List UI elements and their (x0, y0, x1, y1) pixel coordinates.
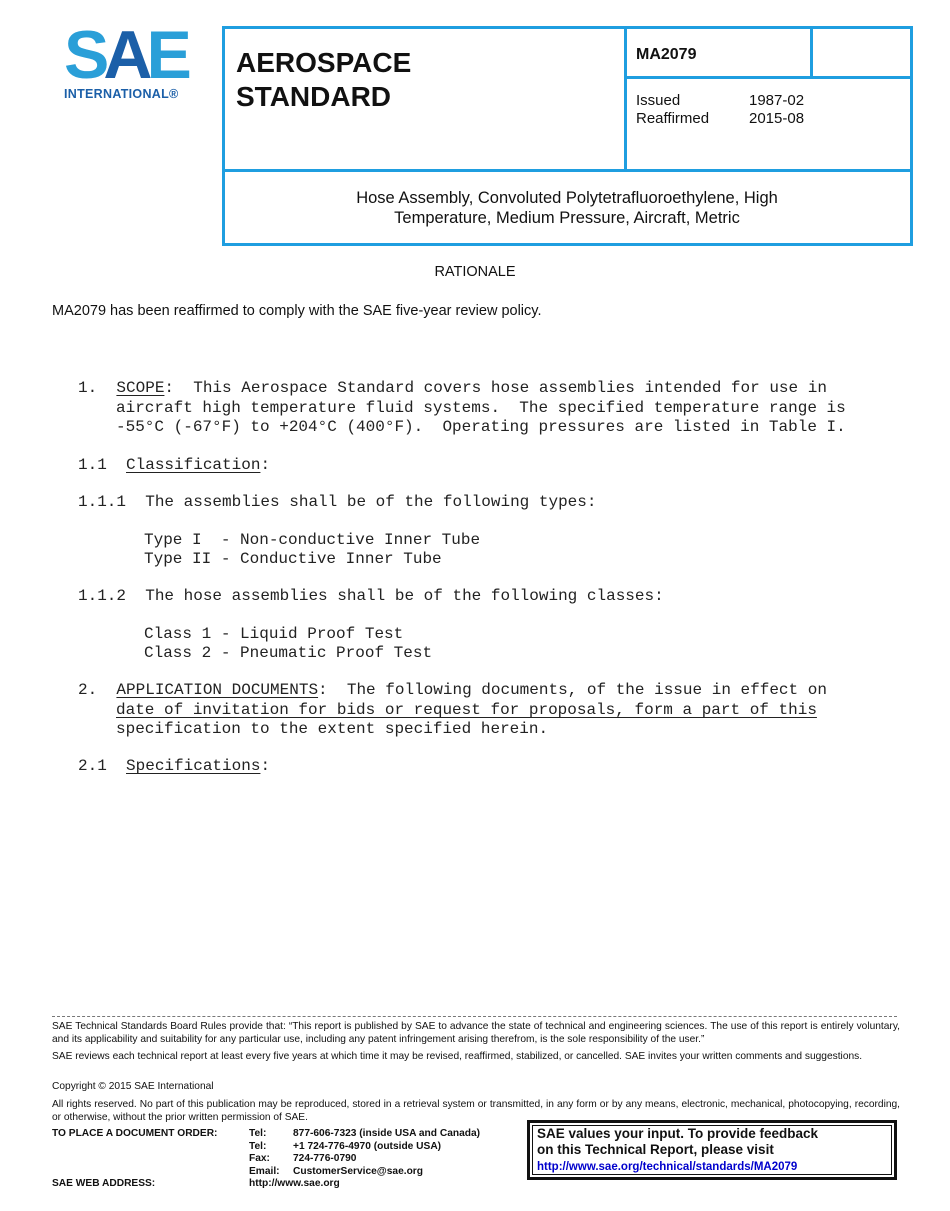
section-2-line: date of invitation for bids or request for proposals, form a part of this (116, 701, 817, 719)
divider (222, 169, 913, 172)
sae-logo: SAE INTERNATIONAL® (64, 17, 186, 101)
order-label: TO PLACE A DOCUMENT ORDER: (52, 1128, 218, 1139)
section-2-application-documents: 2. APPLICATION DOCUMENTS: The following documents, of the issue in effect on (78, 681, 827, 699)
document-type-title: AEROSPACE STANDARD (236, 47, 412, 112)
section-1-scope: 1. SCOPE: This Aerospace Standard covers hose assemblies intended for use in (78, 379, 827, 397)
divider (810, 26, 813, 78)
contact-list: Tel: 877-606-7323 (inside USA and Canada) Tel: +1 724-776-4970 (outside USA) Fax: 724-776-0790 Email: CustomerService@sae.org (249, 1128, 481, 1177)
section-1-1-1: 1.1.1 The assemblies shall be of the following types: (78, 493, 597, 511)
class-item: Class 2 - Pneumatic Proof Test (144, 644, 433, 662)
document-dates: Issued 1987-02 Reaffirmed 2015-08 (636, 92, 805, 127)
divider (624, 76, 913, 79)
rationale-heading: RATIONALE (434, 264, 516, 280)
section-1-1-classification: 1.1 Classification: (78, 456, 271, 474)
type-item: Type II - Conductive Inner Tube (144, 550, 442, 568)
section-1-1-2: 1.1.2 The hose assemblies shall be of the following classes: (78, 587, 664, 605)
footer-review: SAE reviews each technical report at least every five years at which time it may be revised, reaffirmed, stabilized, or cancelled. SAE invites your written comments and suggestions. (52, 1051, 863, 1062)
section-2-1-specifications: 2.1 Specifications: (78, 757, 271, 775)
web-label: SAE WEB ADDRESS: (52, 1178, 156, 1189)
footer-rights: All rights reserved. No part of this publication may be reproduced, stored in a retrieval system or transmitted, in any form or by any means, electronic, mechanical, photocopying, recording, or otherwise, without the prior written permission of SAE. (52, 1099, 900, 1123)
section-1-line: -55°C (-67°F) to +204°C (400°F). Operating pressures are listed in Table I. (116, 418, 846, 436)
section-2-line: specification to the extent specified herein. (116, 720, 549, 738)
footer-copyright: Copyright © 2015 SAE International (52, 1081, 214, 1092)
feedback-link[interactable]: http://www.sae.org/technical/standards/MA2079 (537, 1161, 798, 1173)
section-1-line: aircraft high temperature fluid systems. The specified temperature range is (116, 399, 846, 417)
rationale-text: MA2079 has been reaffirmed to comply with the SAE five-year review policy. (52, 303, 542, 319)
feedback-box: SAE values your input. To provide feedback on this Technical Report, please visit http://www.sae.org/technical/standards/MA2079 (527, 1120, 897, 1180)
divider (624, 26, 627, 172)
web-address-link[interactable]: http://www.sae.org (249, 1178, 340, 1189)
email-link[interactable]: CustomerService@sae.org (293, 1165, 423, 1177)
class-item: Class 1 - Liquid Proof Test (144, 625, 404, 643)
footer-divider (52, 1016, 897, 1017)
type-item: Type I - Non-conductive Inner Tube (144, 531, 481, 549)
document-subject: Hose Assembly, Convoluted Polytetrafluoroethylene, High Temperature, Medium Pressure, Aircraft, Metric (356, 189, 778, 227)
document-number: MA2079 (636, 46, 697, 63)
logo-subtitle: INTERNATIONAL® (64, 87, 179, 101)
footer-rules: SAE Technical Standards Board Rules provide that: “This report is published by SAE to advance the state of technical and engineering sciences. The use of this report is entirely voluntary, and its applicability and suitability for any particular use, including any patent infringement arising therefrom, is the sole responsibility of the user.” (52, 1021, 900, 1045)
